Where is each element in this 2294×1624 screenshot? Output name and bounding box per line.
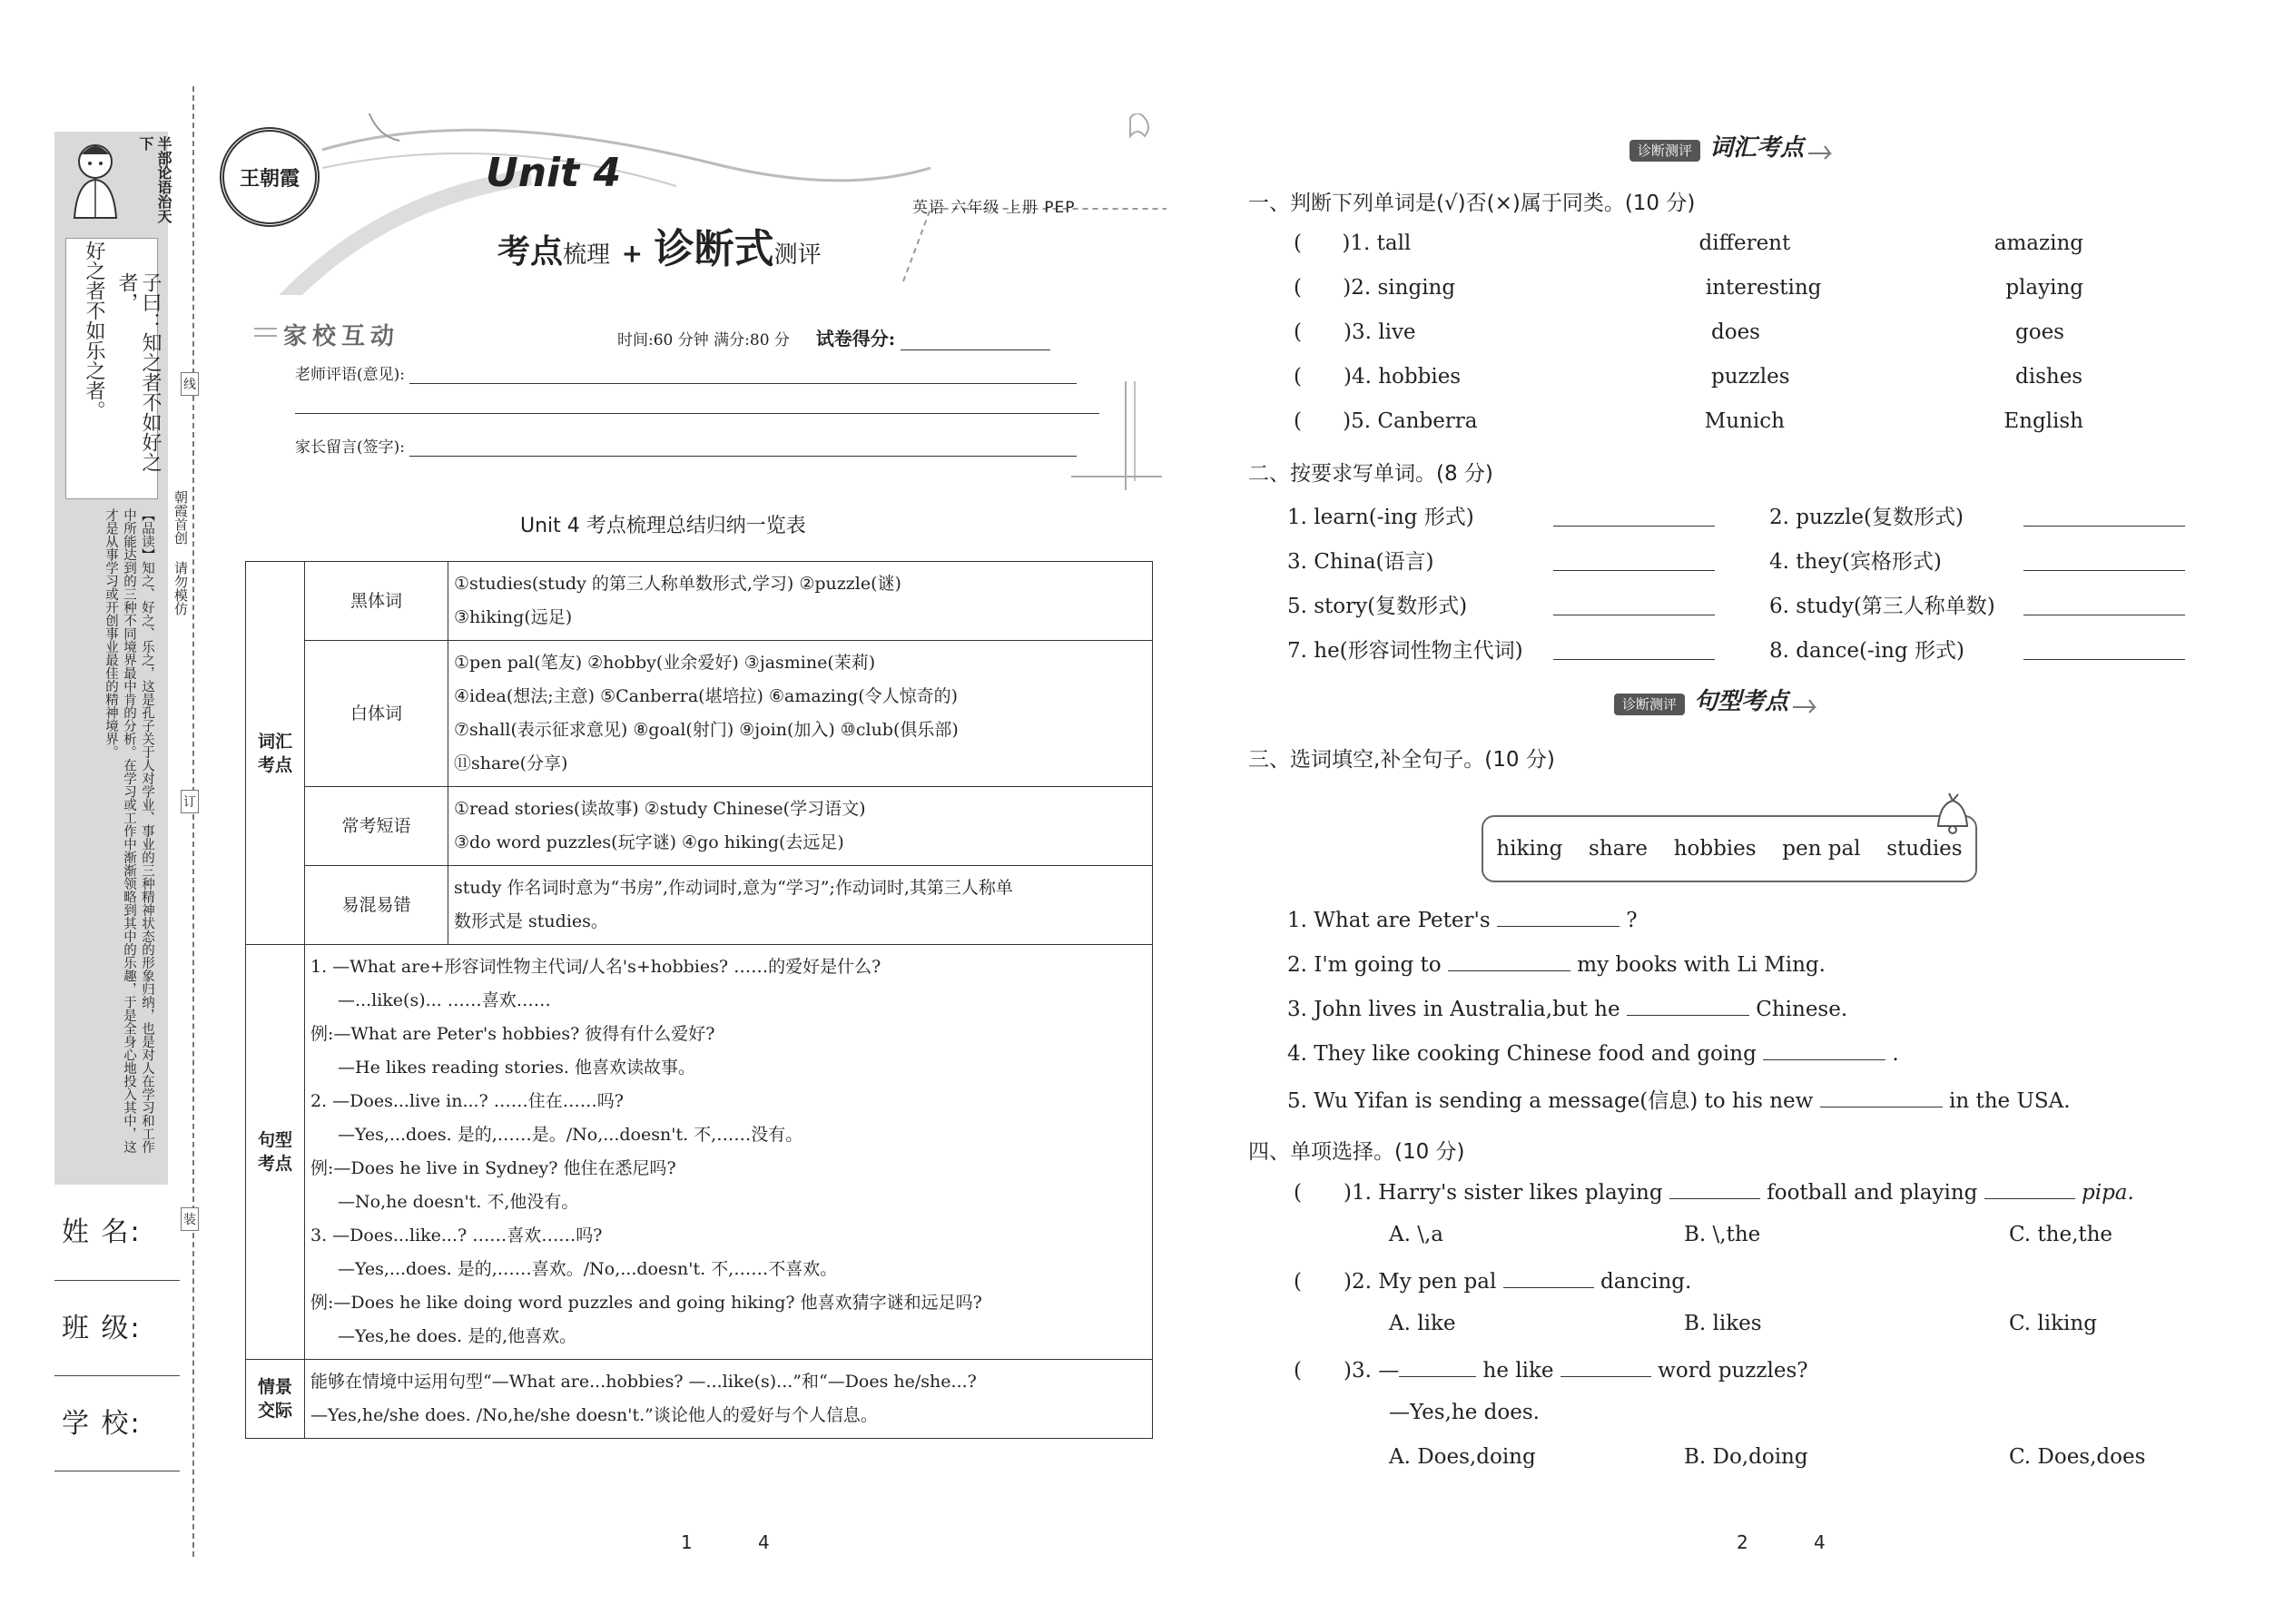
- content-line: —Yes,he/she does. /No,he/she doesn't.”谈论他人的爱好与个人信息。: [310, 1405, 878, 1425]
- question-part: word puzzles?: [1658, 1359, 1808, 1383]
- prompt: 2. puzzle(复数形式): [1769, 506, 1964, 529]
- question-part: football and playing: [1767, 1181, 1978, 1205]
- content-line: ⑪share(分享): [454, 753, 568, 773]
- table-row: [246, 945, 1153, 1360]
- word-bank-item: hiking: [1496, 837, 1563, 861]
- section-3-title: 三、选词填空,补全句子。(10 分): [1248, 748, 1555, 772]
- item-word-2: puzzles: [1711, 365, 1790, 389]
- answer-blank[interactable]: [1553, 589, 1715, 615]
- list-item: [1287, 1039, 2177, 1084]
- teacher-comment-row: [295, 361, 1077, 384]
- item-word-1: )1. tall: [1342, 231, 1412, 255]
- list-item: [1287, 589, 2186, 634]
- section-4-title: 四、单项选择。(10 分): [1248, 1140, 1465, 1164]
- arrow-icon: [1808, 143, 1836, 161]
- subtitle-plus: +: [621, 239, 644, 269]
- content-line: —...like(s)... ……喜欢……: [338, 990, 551, 1010]
- logo-text: 王朝霞: [239, 166, 300, 191]
- cut-label-order: 订: [181, 790, 199, 813]
- options: [1294, 1223, 2183, 1267]
- content-line: ①pen pal(笔友) ②hobby(业余爱好) ③jasmine(茉莉): [454, 653, 876, 673]
- score-field[interactable]: [901, 331, 1050, 350]
- question-part: he like: [1482, 1359, 1554, 1383]
- vocab-badge: [1629, 129, 1836, 162]
- prompt: 5. story(复数形式): [1287, 595, 1468, 618]
- answer-blank[interactable]: [1553, 545, 1715, 571]
- sentence-category: 句型考点: [246, 945, 305, 1360]
- option[interactable]: B. likes: [1684, 1312, 1762, 1335]
- parent-note-row: [295, 434, 1077, 457]
- content-line: —Yes,...does. 是的,……是。/No,...doesn't. 不,……没有。: [338, 1125, 803, 1145]
- teacher-comment-line-2[interactable]: [295, 413, 1099, 414]
- content-line: ⑦shall(表示征求意见) ⑧goal(射门) ⑨join(加入) ⑩club(俱乐部): [454, 720, 959, 740]
- answer-blank[interactable]: [1553, 500, 1715, 527]
- answer-blank[interactable]: [1448, 950, 1570, 971]
- answer-line: —Yes,he does.: [1389, 1401, 1540, 1424]
- class-label: 班 级:: [62, 1313, 142, 1344]
- answer-blank[interactable]: [1669, 1178, 1760, 1199]
- list-item: [1287, 500, 2186, 545]
- page-subtitle: [497, 216, 822, 274]
- question-part: pipa.: [2082, 1181, 2134, 1205]
- list-item: [1287, 545, 2186, 589]
- subtitle-part-c: 诊断式: [654, 226, 774, 272]
- item-word-2: does: [1711, 320, 1760, 344]
- question-part: )2. My pen pal: [1344, 1270, 1497, 1294]
- school-label: 学 校:: [62, 1408, 142, 1440]
- option[interactable]: A. like: [1389, 1312, 1456, 1335]
- summary-table: [245, 561, 1153, 1439]
- parent-note-label: 家长留言(签字):: [295, 438, 405, 457]
- sentence-part: 3. John lives in Australia,but he: [1287, 998, 1620, 1021]
- option[interactable]: A. Does,doing: [1389, 1445, 1536, 1469]
- word-bank-item: pen pal: [1782, 837, 1861, 861]
- sentence-part: 5. Wu Yifan is sending a message(信息) to his new: [1287, 1089, 1814, 1113]
- section-2-grid: [1287, 500, 2186, 678]
- prompt: 8. dance(-ing 形式): [1769, 639, 1964, 663]
- answer-paren[interactable]: (: [1294, 1270, 1302, 1294]
- item-word-1: )2. singing: [1343, 276, 1456, 300]
- row-content: [448, 787, 1153, 866]
- answer-paren[interactable]: (: [1294, 276, 1302, 300]
- answer-blank[interactable]: [1763, 1039, 1885, 1060]
- quote-line-2: 好之者不如乐之者。: [83, 241, 105, 420]
- table-row: [246, 641, 1153, 787]
- section-4-list: [1294, 1178, 2183, 1490]
- row-label: 常考短语: [305, 787, 448, 866]
- badge-tag: 诊断测评: [1629, 140, 1700, 162]
- answer-blank[interactable]: [1984, 1178, 2075, 1199]
- section-1-title: 一、判断下列单词是(√)否(×)属于同类。(10 分): [1248, 192, 1696, 215]
- list-item: [1287, 1084, 2177, 1128]
- row-label: 黑体词: [305, 562, 448, 641]
- answer-paren[interactable]: (: [1294, 1181, 1302, 1205]
- word-bank-item: hobbies: [1673, 837, 1757, 861]
- option[interactable]: A. \,a: [1389, 1223, 1444, 1246]
- name-label: 姓 名:: [62, 1216, 142, 1248]
- item-word-1: )5. Canberra: [1343, 409, 1478, 433]
- item-word-2: different: [1698, 231, 1791, 255]
- sentence-content: [305, 945, 1153, 1360]
- prompt: 4. they(宾格形式): [1769, 550, 1942, 574]
- option[interactable]: C. Does,does: [2009, 1445, 2146, 1469]
- name-field[interactable]: [54, 1280, 180, 1281]
- subtitle-part-d: 测评: [773, 241, 822, 269]
- reading-note: 【品读】知之、好之、乐之，这是孔子关于人对学业、事业的三种精神状态的形象归纳，也是对人在学习和工作中所能达到的三种不同境界最中肯的分析。在学习或工作中渐渐领略到其中的乐趣，于是全身心地投入其中，这才是从事学习或开创事业最佳的精神境界。: [103, 508, 154, 1154]
- answer-blank[interactable]: [2023, 634, 2185, 660]
- subtitle-part-a: 考点: [497, 232, 564, 271]
- content-line: study 作名词时意为“书房”,作动词时,意为“学习”;作动词时,其第三人称单: [454, 878, 1013, 898]
- content-line: ④idea(想法;主意) ⑤Canberra(堪培拉) ⑥amazing(令人惊奇的): [454, 686, 959, 706]
- answer-paren[interactable]: (: [1294, 409, 1302, 433]
- item-word-3: amazing: [1994, 231, 2083, 255]
- content-line: 例:—Does he live in Sydney? 他住在悉尼吗?: [310, 1158, 676, 1178]
- answer-blank[interactable]: [1497, 906, 1620, 927]
- prompt: 6. study(第三人称单数): [1769, 595, 1995, 618]
- options: [1294, 1312, 2183, 1356]
- answer-blank[interactable]: [2023, 589, 2185, 615]
- content-line: 1. —What are+形容词性物主代词/人名's+hobbies? ……的爱好是什么?: [310, 957, 881, 977]
- sentence-part: 4. They like cooking Chinese food and going: [1287, 1042, 1757, 1066]
- list-item: [1287, 634, 2186, 678]
- item-word-2: Munich: [1704, 409, 1785, 433]
- score-label: 试卷得分:: [815, 328, 896, 349]
- prompt: 7. he(形容词性物主代词): [1287, 639, 1523, 663]
- list-item: [1294, 231, 2083, 276]
- word-bank: [1482, 815, 1977, 882]
- arrow-icon: [1793, 696, 1820, 714]
- list-item: [1294, 320, 2083, 365]
- question-part: dancing.: [1600, 1270, 1692, 1294]
- cut-label-bind: 装: [181, 1207, 199, 1231]
- rights-note: 朝霞首创 请勿模仿: [172, 490, 189, 615]
- vocab-category: 词汇考点: [246, 562, 305, 945]
- question-part: )1. Harry's sister likes playing: [1344, 1181, 1663, 1205]
- answer-blank[interactable]: [1820, 1087, 1943, 1107]
- cut-label-line: 线: [181, 372, 199, 396]
- unit-title: Unit 4: [486, 150, 622, 196]
- time-info: 时间:60 分钟 满分:80 分: [617, 331, 790, 349]
- subtitle-part-b: 梳理: [563, 241, 611, 269]
- teacher-comment-label: 老师评语(意见):: [295, 366, 405, 384]
- item-word-3: goes: [2015, 320, 2064, 344]
- list-item: [1294, 365, 2083, 409]
- answer-blank[interactable]: [2023, 545, 2185, 571]
- content-line: 数形式是 studies。: [454, 911, 608, 931]
- table-row: [246, 1360, 1153, 1439]
- bell-icon: [1929, 792, 1974, 845]
- page-number-left-b: 4: [758, 1531, 770, 1553]
- table-title: Unit 4 考点梳理总结归纳一览表: [520, 515, 806, 537]
- content-line: —No,he doesn't. 不,他没有。: [338, 1192, 579, 1212]
- question-part: )3. —: [1344, 1359, 1400, 1383]
- option[interactable]: B. Do,doing: [1684, 1445, 1808, 1469]
- answer-paren[interactable]: (: [1294, 1359, 1302, 1383]
- content-line: 例:—Does he like doing word puzzles and going hiking? 他喜欢猜字谜和远足吗?: [310, 1293, 982, 1313]
- sentence-part: 2. I'm going to: [1287, 953, 1442, 977]
- grade-info: 英语 六年级 上册 PEP: [912, 199, 1076, 217]
- content-line: 3. —Does...like...? ……喜欢……吗?: [310, 1225, 603, 1245]
- list-item: [1287, 906, 2177, 950]
- answer-blank[interactable]: [1553, 634, 1715, 660]
- content-line: ③hiking(远足): [454, 607, 573, 627]
- page-number-left-a: 1: [681, 1531, 693, 1553]
- item-word-1: )4. hobbies: [1344, 365, 1462, 389]
- row-content: [448, 866, 1153, 945]
- answer-blank[interactable]: [1561, 1356, 1651, 1377]
- home-school-banner: 家校互动: [283, 323, 400, 350]
- answer-blank[interactable]: [1627, 995, 1749, 1016]
- row-label: 白体词: [305, 641, 448, 787]
- prompt: 3. China(语言): [1287, 550, 1434, 574]
- page-number-right-a: 2: [1737, 1531, 1748, 1553]
- row-label: 易混易错: [305, 866, 448, 945]
- content-line: —Yes,he does. 是的,他喜欢。: [338, 1326, 577, 1346]
- content-line: 能够在情境中运用句型“—What are...hobbies? —...like(s)...”和“—Does he/she...?: [310, 1372, 977, 1392]
- section-3-list: [1287, 906, 2177, 1128]
- row-content: [448, 562, 1153, 641]
- item-word-1: )3. live: [1344, 320, 1416, 344]
- table-row: [246, 866, 1153, 945]
- badge-tag: 诊断测评: [1614, 694, 1685, 715]
- class-field[interactable]: [54, 1375, 180, 1376]
- content-line: ①read stories(读故事) ②study Chinese(学习语文): [454, 799, 866, 819]
- section-2-title: 二、按要求写单词。(8 分): [1248, 462, 1493, 486]
- item-word-3: dishes: [2015, 365, 2083, 389]
- content-line: 例:—What are Peter's hobbies? 彼得有什么爱好?: [310, 1024, 715, 1044]
- item-word-3: playing: [2005, 276, 2084, 300]
- option[interactable]: C. liking: [2009, 1312, 2097, 1335]
- content-line: —Yes,...does. 是的,……喜欢。/No,...doesn't. 不,……不喜欢。: [338, 1259, 838, 1279]
- list-item: [1294, 276, 2083, 320]
- sentence-part: .: [1892, 1042, 1899, 1066]
- teacher-comment-field[interactable]: [409, 367, 1077, 384]
- situation-category: 情景交际: [246, 1360, 305, 1439]
- answer-paren[interactable]: (: [1294, 320, 1302, 344]
- question: [1294, 1356, 2183, 1401]
- strip-header: 半部论语治天下: [137, 136, 172, 223]
- list-item: [1287, 995, 2177, 1039]
- content-line: ①studies(study 的第三人称单数形式,学习) ②puzzle(谜): [454, 574, 901, 594]
- section-1-list: [1294, 231, 2083, 454]
- option[interactable]: B. \,the: [1684, 1223, 1761, 1246]
- word-bank-item: studies: [1886, 837, 1963, 861]
- table-row: [246, 787, 1153, 866]
- answer-paren[interactable]: (: [1294, 231, 1302, 255]
- sentence-badge: [1614, 683, 1820, 716]
- sentence-part: in the USA.: [1948, 1089, 2071, 1113]
- option[interactable]: C. the,the: [2009, 1223, 2113, 1246]
- answer-blank[interactable]: [1399, 1356, 1476, 1377]
- answer-blank[interactable]: [2023, 500, 2185, 527]
- content-line: 2. —Does...live in...? ……住在……吗?: [310, 1091, 624, 1111]
- row-content: [448, 641, 1153, 787]
- situation-content: [305, 1360, 1153, 1439]
- publisher-logo: [220, 127, 320, 227]
- options: [1294, 1445, 2183, 1490]
- answer-blank[interactable]: [1503, 1267, 1594, 1288]
- badge-title: 句型考点: [1694, 688, 1789, 715]
- sentence-part: 1. What are Peter's: [1287, 909, 1491, 932]
- quote-line-1: 子曰：知之者不如好之者，: [115, 272, 162, 472]
- question: [1294, 1267, 2183, 1312]
- page-number-right-b: 4: [1814, 1531, 1826, 1553]
- sentence-part: my books with Li Ming.: [1577, 953, 1826, 977]
- parent-note-field[interactable]: [409, 439, 1077, 457]
- content-line: ③do word puzzles(玩字谜) ④go hiking(去远足): [454, 832, 844, 852]
- word-bank-item: share: [1589, 837, 1648, 861]
- cut-line: [192, 86, 194, 1557]
- table-row: [246, 562, 1153, 641]
- sentence-part: ?: [1626, 909, 1638, 932]
- question: [1294, 1178, 2183, 1223]
- prompt: 1. learn(-ing 形式): [1287, 506, 1474, 529]
- sentence-part: Chinese.: [1756, 998, 1848, 1021]
- answer-paren[interactable]: (: [1294, 365, 1302, 389]
- list-item: [1287, 950, 2177, 995]
- content-line: —He likes reading stories. 他喜欢读故事。: [338, 1058, 695, 1078]
- item-word-2: interesting: [1705, 276, 1822, 300]
- item-word-3: English: [2004, 409, 2083, 433]
- list-item: [1294, 409, 2083, 454]
- confucius-illustration: [64, 136, 127, 222]
- exam-meta: [617, 324, 1050, 350]
- badge-title: 词汇考点: [1709, 134, 1805, 162]
